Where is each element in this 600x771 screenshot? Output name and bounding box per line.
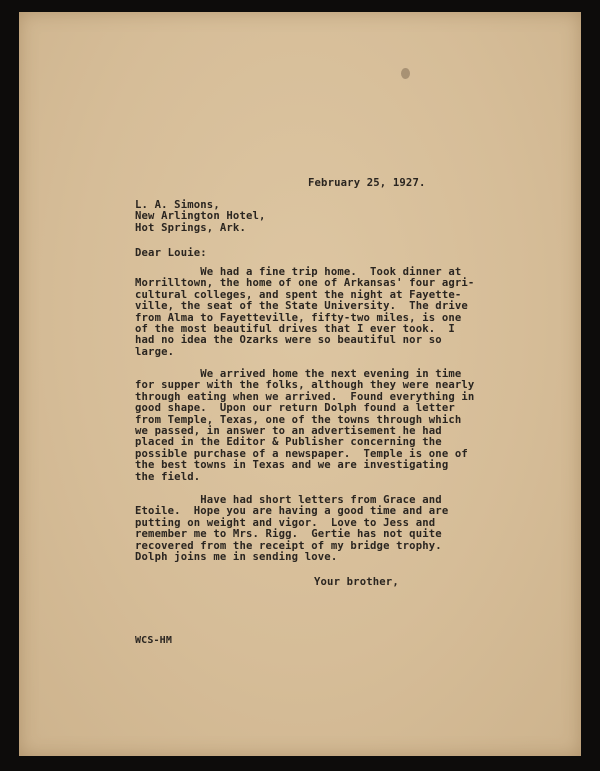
body-paragraph-2: We arrived home the next evening in time for supper with the folks, although they were nearly through eating when we arrived. Found everything in good shape. Upon our return Dolph found a letter from Temple, Texas, one of the towns through which we passed, in answer to an advertisement he had placed in the Editor & Publisher concerning the possible purchase of a newspaper. Temple is one of the best towns in Texas and we are investigating the field. xyxy=(135,368,475,483)
recipient-address: L. A. Simons, New Arlington Hotel, Hot Springs, Ark. xyxy=(135,199,266,234)
letter-date: February 25, 1927. xyxy=(308,177,426,189)
body-paragraph-1: We had a fine trip home. Took dinner at Morrilltown, the home of one of Arkansas' four agri- cultural colleges, and spent the night at Fayette- ville, the seat of the State University. The drive from Alma to Fayetteville, fifty-two miles, is one of the most beautiful drives that I ever took. I had no idea the Ozarks were so beautiful nor so large. xyxy=(135,266,475,358)
typist-initials: WCS-HM xyxy=(135,635,173,646)
salutation: Dear Louie: xyxy=(135,247,207,259)
paper-stain xyxy=(401,68,410,79)
letter-page xyxy=(19,12,581,756)
closing: Your brother, xyxy=(314,576,399,588)
body-paragraph-3: Have had short letters from Grace and Etoile. Hope you are having a good time and are putting on weight and vigor. Love to Jess and remember me to Mrs. Rigg. Gertie has not quite recovered from the receipt of my bridge trophy. Dolph joins me in sending love. xyxy=(135,494,449,564)
